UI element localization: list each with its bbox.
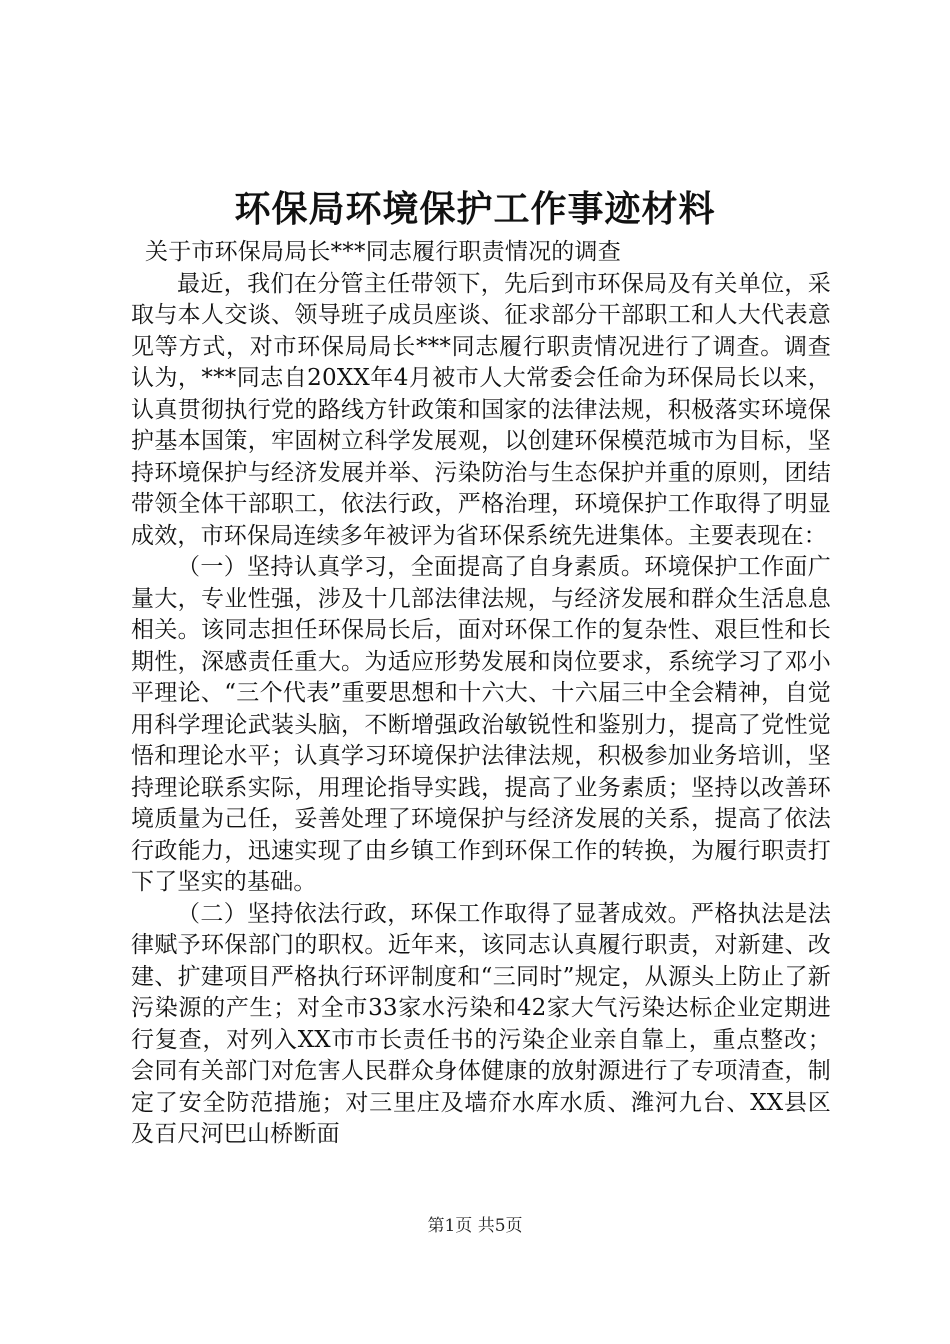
paragraph-section-1: （一）坚持认真学习，全面提高了自身素质。环境保护工作面广量大，专业性强，涉及十几部法律法规，与经济发展和群众生活息息相关。该同志担任环保局长后，面对环保工作的复杂性、艰巨性和长期性，深感责任重大。为适应形势发展和岗位要求，系统学习了邓小平理论、“三个代表”重要思想和十六大、十六届三中全会精神，自觉用科学理论武装头脑，不断增强政治敏锐性和鉴别力，提高了党性觉悟和理论水平；认真学习环境保护法律法规，积极参加业务培训，坚持理论联系实际，用理论指导实践，提高了业务素质；坚持以改善环境质量为己任，妥善处理了环境保护与经济发展的关系，提高了依法行政能力，迅速实现了由乡镇工作到环保工作的转换，为履行职责打下了坚实的基础。 xyxy=(131,554,831,895)
paragraph-section-2: （二）坚持依法行政，环保工作取得了显著成效。严格执法是法律赋予环保部门的职权。近年来，该同志认真履行职责，对新建、改建、扩建项目严格执行环评制度和“三同时”规定，从源头上防止了新污染源的产生；对全市33家水污染和42家大气污染达标企业定期进行复查，对列入XX市市长责任书的污染企业亲自靠上，重点整改；会同有关部门对危害人民群众身体健康的放射源进行了专项清查，制定了安全防范措施；对三里庄及墙夼水库水质、潍河九台、XX县区及百尺河巴山桥断面 xyxy=(131,900,831,1147)
page-number-footer: 第1页 共5页 xyxy=(427,1216,523,1236)
paragraph-intro: 最近，我们在分管主任带领下，先后到市环保局及有关单位，采取与本人交谈、领导班子成员座谈、征求部分干部职工和人大代表意见等方式，对市环保局局长***同志履行职责情况进行了调查。调查认为，***同志自20XX年4月被市人大常委会任命为环保局长以来，认真贯彻执行党的路线方针政策和国家的法律法规，积极落实环境保护基本国策，牢固树立科学发展观，以创建环保模范城市为目标，坚持环境保护与经济发展并举、污染防治与生态保护并重的原则，团结带领全体干部职工，依法行政，严格治理，环境保护工作取得了明显成效，市环保局连续多年被评为省环保系统先进集体。主要表现在： xyxy=(131,270,831,549)
document-body xyxy=(131,237,831,1151)
document-title: 环保局环境保护工作事迹材料 xyxy=(234,188,716,230)
document-subtitle: 关于市环保局局长***同志履行职责情况的调查 xyxy=(145,239,621,265)
